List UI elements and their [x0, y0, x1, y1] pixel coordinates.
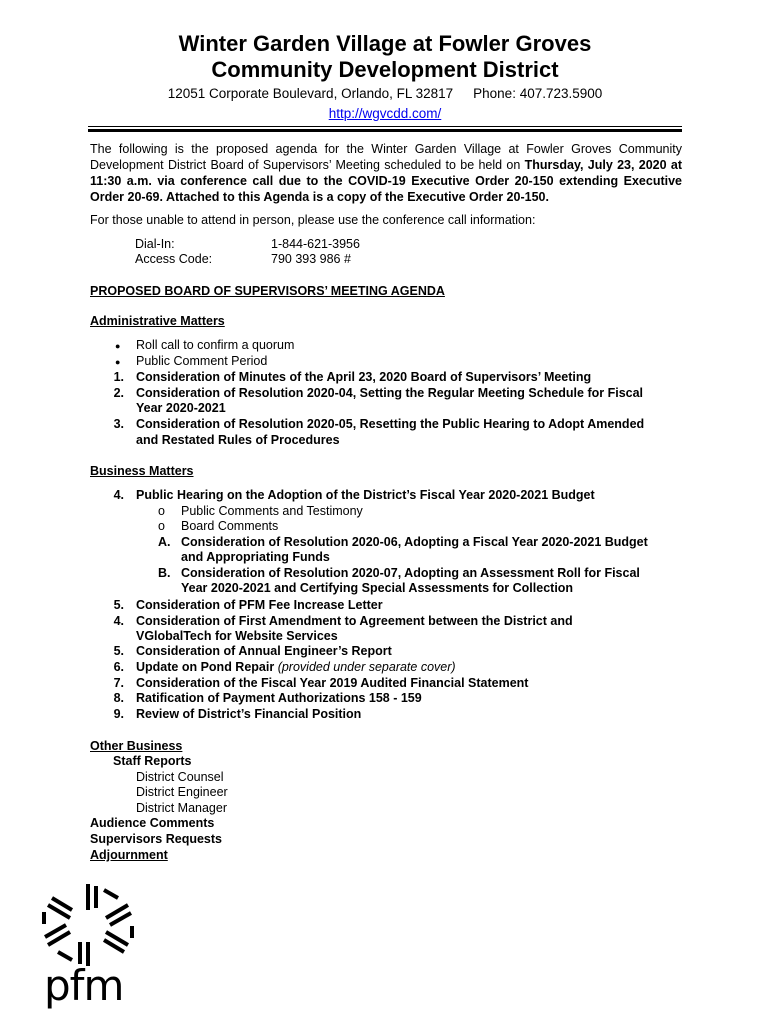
- staff-item: District Manager: [136, 801, 227, 815]
- conference-info: For those unable to attend in person, please use the conference call information:: [90, 213, 536, 227]
- pfm-logo-icon: [38, 880, 138, 970]
- intro-paragraph: The following is the proposed agenda for the Winter Garden Village at Fowler Groves Community Development District Board of Supervisors’ Meeting scheduled to be held on Thursday, July 23, 2020 at 11:30 a.m. via conference call due to the COVID-19 Executive Order 20-150 extending Executive Order 20-69. Attached to this Agenda is a copy of the Executive Order 20-150.: [90, 142, 682, 204]
- address-line: [0, 86, 770, 101]
- title-line-2: Community Development District: [211, 57, 559, 82]
- other-business-heading: Other Business: [90, 739, 183, 753]
- title-line-1: Winter Garden Village at Fowler Groves: [178, 31, 592, 56]
- admin-heading: Administrative Matters: [90, 314, 225, 328]
- staff-item: District Counsel: [136, 770, 224, 784]
- pfm-logo-text: pfm: [44, 961, 124, 1010]
- staff-reports: Staff Reports: [113, 754, 192, 768]
- business-heading: Business Matters: [90, 464, 194, 478]
- adjournment: Adjournment: [90, 848, 168, 862]
- staff-item: District Engineer: [136, 785, 228, 799]
- supervisors-requests: Supervisors Requests: [90, 832, 222, 846]
- phone: Phone: 407.723.5900: [473, 86, 603, 101]
- divider-thick: [88, 129, 682, 132]
- agenda-page: Winter Garden Village at Fowler Groves Community Development District 12051 Corporate Boulevard, Orlando, FL 32817 Phone: 407.723.5900 http://wgvcdd.com/ The following is the proposed agenda for the Winter Garden Village at Fowler Groves Community Development District Board of Supervisors’ Meeting scheduled to be held on Thursday, July 23, 2020 at 11:30 a.m. via conference call due to the COVID-19 Executive Order 20-150 extending Executive Order 20-69. Attached to this Agenda is a copy of the Executive Order 20-150. For those unable to attend in person, please use the conference call information: Dial-In: 1-844-621-3956 Access Code: 790 393 986 # PROPOSED BOARD OF SUPERVISORS’ MEETING AGENDA Administrative Matters ● Roll call to confirm a quorum ● Public Comment Period 1. Consideration of Minutes of the April 23, 2020 Board of Supervisors’ Meeting 2. Consideration of Resolution 2020-04, Setting the Regular Meeting Schedule for Fiscal Year 2020-2021 3. Consideration of Resolution 2020-05, Resetting the Public Hearing to Adopt Amended and Restated Rules of Procedures Business Matters 4. Public Hearing on the Adoption of the District’s Fiscal Year 2020-2021 Budget o Public Comments and Testimony o Board Comments A. Consideration of Resolution 2020-06, Adopting a Fiscal Year 2020-2021 Budget and Appropriating Funds B. Consideration of Resolution 2020-07, Adopting an Assessment Roll for Fiscal Year 2020-2021 and Certifying Special Assessments for Collection 5. Consideration of PFM Fee Increase Letter 4. Consideration of First Amendment to Agreement between the District and VGlobalTech for Website Services 5. Consideration of Annual Engineer’s Report 6. Update on Pond Repair (provided under separate cover) 7. Consideration of the Fiscal Year 2019 Audited Financial Statement 8. Ratification of Payment Authorizations 158 - 159 9. Review of District’s Financial Position Other Business Staff Reports District Counsel District Engineer District Manager Audience Comments Supervisors Requests Adjournment pfm: [0, 0, 770, 1024]
- agenda-heading: PROPOSED BOARD OF SUPERVISORS’ MEETING AGENDA: [90, 284, 445, 298]
- audience-comments: Audience Comments: [90, 816, 215, 830]
- website-link[interactable]: http://wgvcdd.com/: [328, 106, 442, 121]
- address: 12051 Corporate Boulevard, Orlando, FL 32817: [167, 86, 454, 101]
- divider-thin: [88, 126, 682, 127]
